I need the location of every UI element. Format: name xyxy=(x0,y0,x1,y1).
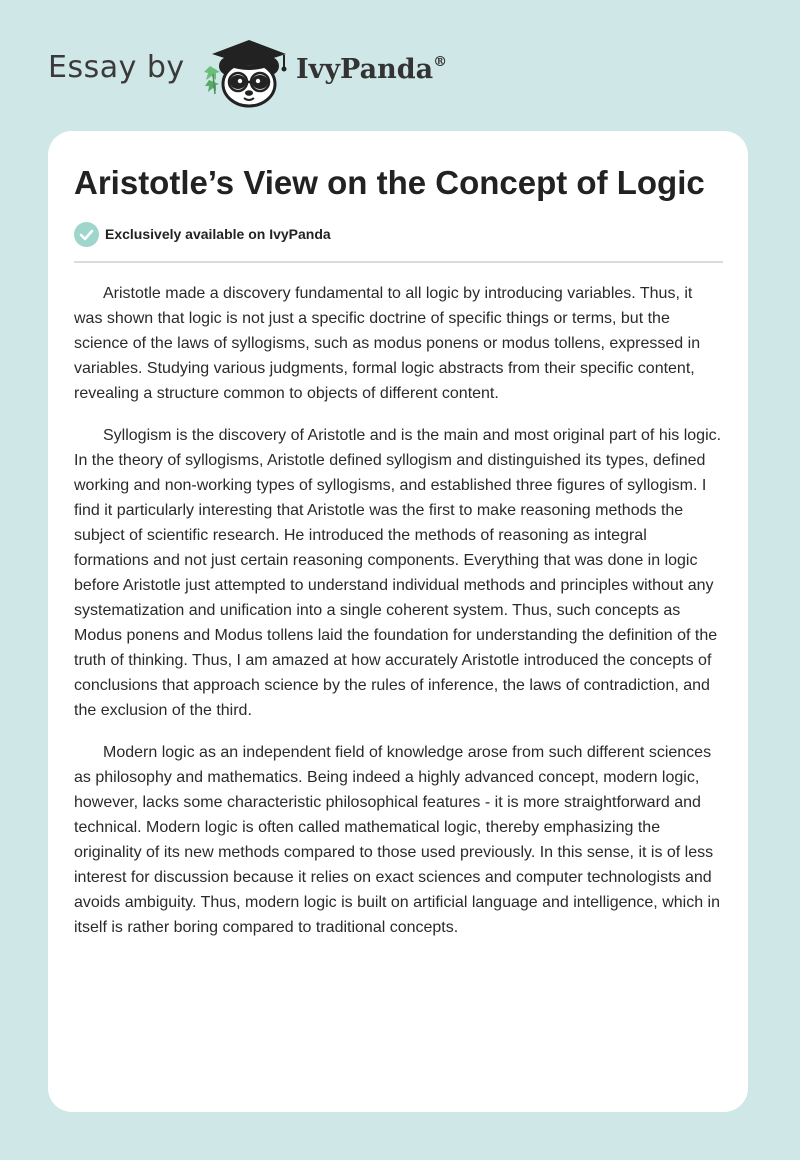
essay-card xyxy=(48,131,748,1112)
check-circle-icon xyxy=(74,222,99,247)
badge-label: Exclusively available on IvyPanda xyxy=(105,226,331,242)
ivy-leaf-icon xyxy=(204,66,220,94)
panda-graduate-icon[interactable] xyxy=(200,36,296,108)
page-title: Aristotle’s View on the Concept of Logic xyxy=(74,164,705,201)
essay-by-label: Essay by xyxy=(48,50,185,85)
divider xyxy=(74,261,723,263)
registered-mark: ® xyxy=(433,54,448,70)
exclusive-badge xyxy=(74,221,331,247)
brand-name[interactable]: IvyPanda® xyxy=(296,54,448,85)
paragraph: Modern logic as an independent field of knowledge arose from such different sciences as philosophy and mathematics. Being indeed a highly advanced concept, modern logic, however, lacks some characteristic philosophical features - it is more straightforward and technical. Modern logic is often called mathematical logic, thereby emphasizing the originality of its new methods compared to those used previously. In this sense, it is of less interest for discussion because it relies on exact sciences and computer technologists and avoids ambiguity. Thus, modern logic is built on artificial language and intelligence, which in itself is rather boring compared to traditional concepts. xyxy=(74,744,720,936)
paragraph: Aristotle made a discovery fundamental to all logic by introducing variables. Thus, it was shown that logic is not just a specific doctrine of specific things or terms, but the science of the laws of syllogisms, such as modus ponens or modus tollens, expressed in variables. Studying various judgments, formal logic abstracts from their specific content, revealing a structure common to objects of different content. xyxy=(74,285,701,402)
site-header xyxy=(0,0,800,130)
paragraph: Syllogism is the discovery of Aristotle and is the main and most original part of his logic. In the theory of syllogisms, Aristotle defined syllogism and distinguished its types, defined working and non-working types of syllogisms, and established three figures of syllogism. I find it particularly interesting that Aristotle was the first to make reasoning methods the subject of scientific research. He introduced the methods of reasoning as integral formations and not just certain reasoning components. Everything that was done in logic before Aristotle just attempted to understand individual methods and principles without any systematization and unification into a single coherent system. Thus, such concepts as Modus ponens and Modus tollens laid the foundation for understanding the definition of the truth of thinking. Thus, I am amazed at how accurately Aristotle introduced the concepts of conclusions that approach science by the rules of inference, the laws of contradiction, and the exclusion of the third. xyxy=(74,427,722,719)
essay-body xyxy=(74,281,723,957)
